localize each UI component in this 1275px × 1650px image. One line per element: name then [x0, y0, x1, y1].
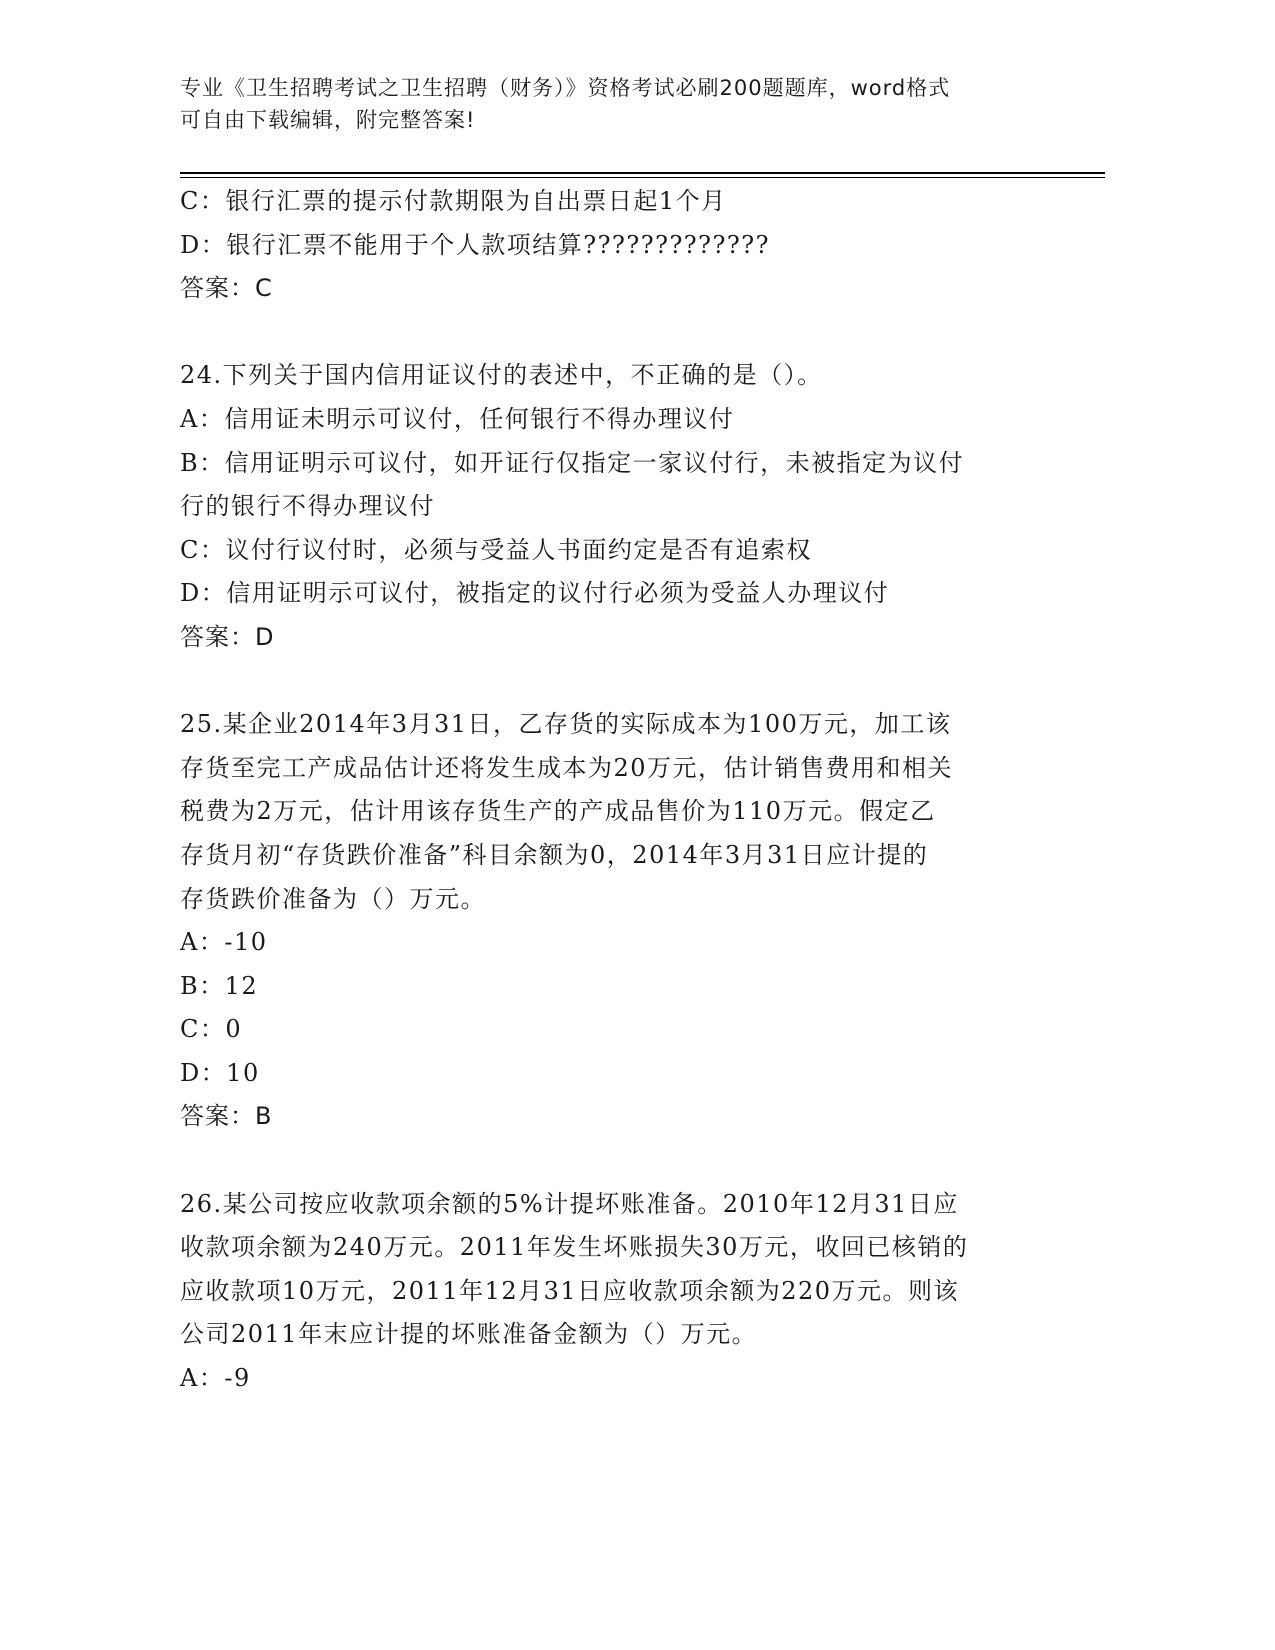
document-body [180, 180, 1040, 1401]
question-25 [180, 703, 1040, 1139]
spacer [180, 660, 1040, 704]
spacer [180, 311, 1040, 355]
option-b-line-2: 行的银行不得办理议付 [180, 492, 435, 521]
answer: 答案：B [180, 1102, 273, 1131]
header-title-line-2: 可自由下载编辑，附完整答案! [180, 108, 476, 132]
answer: 答案：C [180, 274, 273, 303]
question-stem-line-2: 收款项余额为240万元。2011年发生坏账损失30万元，收回已核销的 [180, 1233, 969, 1262]
header-title-line-1: 专业《卫生招聘考试之卫生招聘（财务）》资格考试必刷200题题库，word格式 [180, 76, 951, 100]
question-24 [180, 354, 1040, 659]
question-stem-line-1: 25.某企业2014年3月31日，乙存货的实际成本为100万元，加工该 [180, 710, 952, 739]
option-d: D：10 [180, 1058, 260, 1087]
spacer [180, 1139, 1040, 1183]
question-stem-line-1: 26.某公司按应收款项余额的5%计提坏账准备。2010年12月31日应 [180, 1189, 959, 1218]
option-d: D：银行汇票不能用于个人款项结算????????????? [180, 230, 771, 259]
option-a: A：信用证未明示可议付，任何银行不得办理议付 [180, 404, 735, 433]
option-c: C：银行汇票的提示付款期限为自出票日起1个月 [180, 187, 727, 215]
question-stem-line-2: 存货至完工产成品估计还将发生成本为20万元，估计销售费用和相关 [180, 753, 954, 782]
option-d: D：信用证明示可议付，被指定的议付行必须为受益人办理议付 [180, 579, 890, 608]
question-stem-line-3: 税费为2万元，估计用该存货生产的产成品售价为110万元。假定乙 [180, 797, 936, 826]
question-stem-line-4: 公司2011年末应计提的坏账准备金额为（）万元。 [180, 1320, 758, 1349]
header-rule-thin [180, 177, 1105, 178]
question-stem-line-5: 存货跌价准备为（）万元。 [180, 884, 486, 913]
question-stem-line-4: 存货月初“存货跌价准备”科目余额为0，2014年3月31日应计提的 [180, 840, 929, 869]
question-23-tail [180, 180, 1040, 311]
option-b-line-1: B：信用证明示可议付，如开证行仅指定一家议付行，未被指定为议付 [180, 448, 965, 477]
question-26 [180, 1183, 1040, 1401]
option-a: A：-10 [180, 928, 268, 957]
option-b: B：12 [180, 971, 259, 1000]
header-rule-thick [180, 172, 1105, 174]
answer: 答案：D [180, 622, 275, 651]
document-header [180, 72, 1080, 136]
question-stem-line-3: 应收款项10万元，2011年12月31日应收款项余额为220万元。则该 [180, 1276, 960, 1305]
option-c: C：0 [180, 1015, 243, 1044]
option-a: A：-9 [180, 1364, 251, 1393]
question-stem: 24.下列关于国内信用证议付的表述中，不正确的是（）。 [180, 361, 823, 390]
option-c: C：议付行议付时，必须与受益人书面约定是否有追索权 [180, 535, 812, 564]
